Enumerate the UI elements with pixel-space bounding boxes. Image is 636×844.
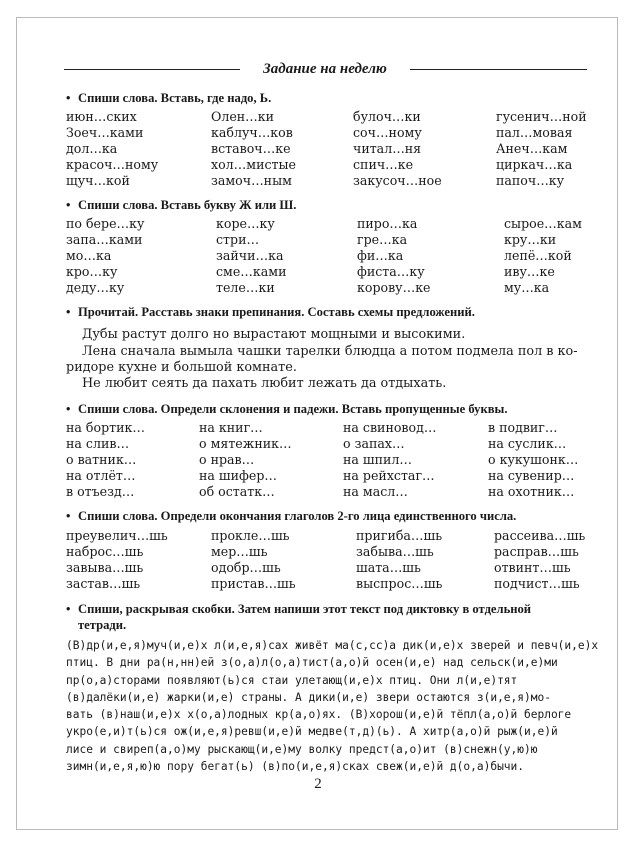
word: му…ка	[504, 280, 550, 295]
word: прокле…шь	[211, 528, 290, 543]
word: о кукушонк…	[488, 452, 579, 467]
word: соч…ному	[353, 125, 422, 140]
word: теле…ки	[216, 280, 275, 295]
task4-instruction	[66, 401, 508, 417]
word: по бере…ку	[66, 216, 145, 231]
word: лепё…кой	[504, 248, 572, 263]
word: выспрос…шь	[356, 576, 443, 591]
bullet-icon: •	[66, 509, 71, 523]
word: в отъезд…	[66, 484, 135, 499]
word: хол…мистые	[211, 157, 296, 172]
task5-instruction-text: Спиши слова. Определи окончания глаголов 2-го лица единственного числа.	[78, 509, 517, 523]
task4-instruction-text: Спиши слова. Определи склонения и падежи. Вставь пропущенные буквы.	[78, 402, 508, 416]
task2-instruction	[66, 197, 296, 213]
word: спич…ке	[353, 157, 414, 172]
task5-instruction	[66, 508, 516, 524]
page-header	[64, 60, 587, 78]
word: на масл…	[343, 484, 408, 499]
bullet-icon: •	[66, 602, 71, 616]
bullet-icon: •	[66, 91, 71, 105]
task6-instruction	[66, 601, 531, 617]
word: запа…ками	[66, 232, 143, 247]
word: сме…ками	[216, 264, 287, 279]
word: расправ…шь	[494, 544, 579, 559]
task3-sentence: Дубы растут долго но вырастают мощными и высокими.	[82, 327, 466, 342]
word: булоч…ки	[353, 109, 421, 124]
word: на шифер…	[199, 468, 277, 483]
task1-instruction-text: Спиши слова. Вставь, где надо, Ь.	[78, 91, 272, 105]
word: дол…ка	[66, 141, 118, 156]
text-line: (в)далёки(и,е) жарки(и,е) страны. А дики(и,е) звери остаются з(и,е,я)мо-	[66, 690, 551, 704]
text-line: зимн(и,е,я,ю)ю пору бегат(ь) (в)по(и,е,я)сках свеж(и,е)й д(о,а)бычи.	[66, 760, 525, 774]
word: зайчи…ка	[216, 248, 284, 263]
word: Зоеч…ками	[66, 125, 144, 140]
word: подчист…шь	[494, 576, 580, 591]
task3-sentence: Не любит сеять да пахать любит лежать да отдыхать.	[82, 376, 447, 391]
word: корову…ке	[357, 280, 431, 295]
task6-instruction-text: Спиши, раскрывая скобки. Затем напиши этот текст под диктовку в отдельной	[78, 602, 532, 616]
word: шата…шь	[356, 560, 421, 575]
word: фиста…ку	[357, 264, 425, 279]
word: о ватник…	[66, 452, 137, 467]
word: пал…мовая	[496, 125, 573, 140]
text-line: (В)др(и,е,я)муч(и,е)х л(и,е,я)сах живёт ма(с,сс)а дик(и,е)х зверей и певч(и,е)х	[66, 639, 599, 652]
word: о запах…	[343, 436, 405, 451]
word: вставоч…ке	[211, 141, 291, 156]
word: отвинт…шь	[494, 560, 571, 575]
task6-instruction-continuation: тетради.	[78, 618, 127, 632]
task3-sentence: Лена сначала вымыла чашки тарелки блюдца а потом подмела пол в ко-	[82, 344, 578, 359]
word: пристав…шь	[211, 576, 296, 591]
word: красоч…ному	[66, 157, 159, 172]
word: деду…ку	[66, 280, 125, 295]
word: на свиновод…	[343, 420, 437, 435]
text-line: вать (в)наш(и,е)х х(о,а)лодных кр(а,о)ях. (В)хорош(и,е)й тёпл(а,о)й берлоге	[66, 708, 572, 722]
task3-instruction	[66, 304, 475, 320]
page-number: 2	[314, 776, 322, 792]
word: пригиба…шь	[356, 528, 443, 543]
word: на рейхстаг…	[343, 468, 435, 483]
word: пиро…ка	[357, 216, 418, 231]
word: рассеива…шь	[494, 528, 586, 543]
word: замоч…ным	[211, 173, 292, 188]
word: о мятежник…	[199, 436, 292, 451]
word: фи…ка	[357, 248, 404, 263]
word: иву…ке	[504, 264, 555, 279]
page-title: Задание на неделю	[263, 61, 387, 77]
word: сырое…кам	[504, 216, 582, 231]
word: на сувенир…	[488, 468, 575, 483]
word: закусоч…ное	[353, 173, 442, 188]
word: на слив…	[66, 436, 130, 451]
word: на отлёт…	[66, 468, 136, 483]
word: папоч…ку	[496, 173, 565, 188]
word: читал…ня	[353, 141, 422, 156]
bullet-icon: •	[66, 305, 71, 319]
word: в подвиг…	[488, 420, 558, 435]
bullet-icon: •	[66, 198, 71, 212]
task1-instruction	[66, 90, 271, 106]
word: застав…шь	[66, 576, 141, 591]
word: преувелич…шь	[66, 528, 168, 543]
word: каблуч…ков	[211, 125, 293, 140]
word: гре…ка	[357, 232, 408, 247]
header-rule-right	[410, 69, 587, 70]
task3-instruction-text: Прочитай. Расставь знаки препинания. Составь схемы предложений.	[78, 305, 475, 319]
word: Анеч…кам	[496, 141, 568, 156]
word: коре…ку	[216, 216, 275, 231]
word: на шпил…	[343, 452, 412, 467]
header-rule-left	[64, 69, 240, 70]
word: Олен…ки	[211, 109, 275, 124]
word: одобр…шь	[211, 560, 281, 575]
word: мо…ка	[66, 248, 112, 263]
text-line: лисе и свиреп(а,о)му рыскающ(и,е)му волку предст(а,о)ит (в)снежн(у,ю)ю	[66, 742, 538, 756]
text-line: птиц. В дни ра(н,нн)ей з(о,а)л(о,а)тист(а,о)й осен(и,е) над сельск(и,е)ми	[66, 656, 558, 670]
task3-sentence-continuation: ридоре кухне и большой комнате.	[66, 360, 297, 375]
word: щуч…кой	[66, 173, 130, 188]
word: о нрав…	[199, 452, 255, 467]
word: июн…ских	[66, 109, 137, 124]
word: мер…шь	[211, 544, 268, 559]
task6-dictation-text	[66, 637, 599, 775]
text-line: укро(е,и)т(ь)ся ож(и,е,я)ревш(и,е)й медве(т,д)(ь). А хитр(а,о)й рыж(и,е)й	[66, 725, 558, 739]
task2-instruction-text: Спиши слова. Вставь букву Ж или Ш.	[78, 198, 297, 212]
word: на охотник…	[488, 484, 575, 499]
text-line: пр(о,а)сторами появляют(ь)ся стаи улетающ(и,е)х птиц. Они л(и,е)тят	[66, 673, 518, 687]
word: кро…ку	[66, 264, 118, 279]
word: наброс…шь	[66, 544, 144, 559]
word: на книг…	[199, 420, 263, 435]
word: на суслик…	[488, 436, 567, 451]
bullet-icon: •	[66, 402, 71, 416]
word: завыва…шь	[66, 560, 144, 575]
word: циркач…ка	[496, 157, 573, 172]
word: кру…ки	[504, 232, 557, 247]
word: на бортик…	[66, 420, 145, 435]
word: об остатк…	[199, 484, 275, 499]
word: гусенич…ной	[496, 109, 587, 124]
word: стри…	[216, 232, 260, 247]
word: забыва…шь	[356, 544, 434, 559]
